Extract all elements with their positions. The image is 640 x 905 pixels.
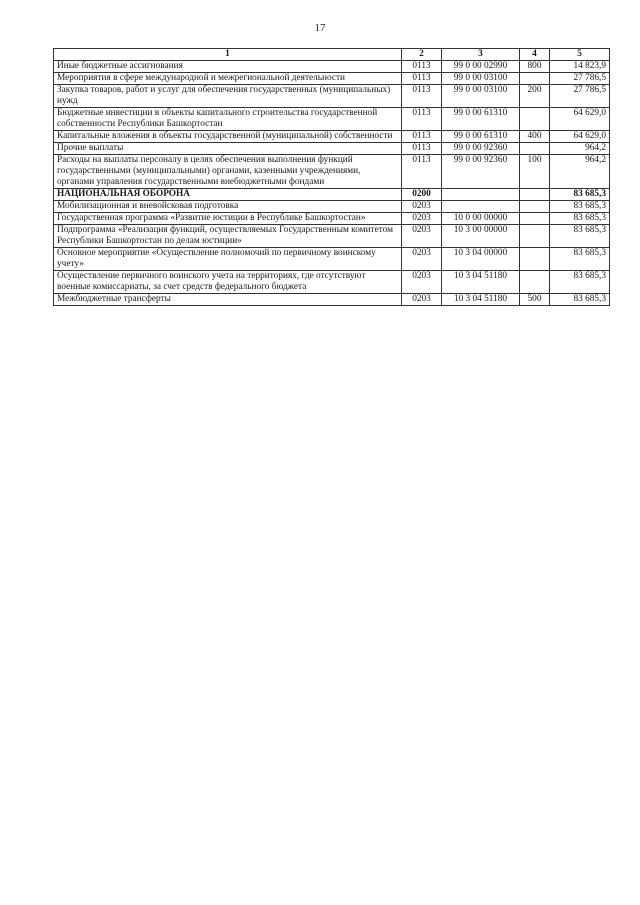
row-sum-cell: 64 629,0 xyxy=(550,108,610,131)
row-name-cell: Подпрограмма «Реализация функций, осуществляемых Государственным комитетом Республики Башкортостан по делам юстиции» xyxy=(54,225,402,248)
row-vr-cell xyxy=(520,225,550,248)
table-row xyxy=(54,201,610,213)
row-vr-cell xyxy=(520,248,550,271)
row-name-cell: Прочие выплаты xyxy=(54,143,402,155)
row-vr-cell xyxy=(520,143,550,155)
row-name-cell: Мобилизационная и вневойсковая подготовка xyxy=(54,201,402,213)
table-row xyxy=(54,85,610,108)
row-sum-cell: 83 685,3 xyxy=(550,201,610,213)
row-code-cell: 0203 xyxy=(402,225,442,248)
row-vr-cell: 200 xyxy=(520,85,550,108)
column-header-3: 3 xyxy=(442,49,520,61)
budget-table xyxy=(53,48,610,306)
table-row xyxy=(54,189,610,201)
row-csr-cell: 10 3 00 00000 xyxy=(442,225,520,248)
row-csr-cell xyxy=(442,189,520,201)
row-csr-cell: 99 0 00 02990 xyxy=(442,61,520,73)
row-csr-cell: 99 0 00 92360 xyxy=(442,155,520,189)
row-name-cell: Межбюджетные трансферты xyxy=(54,294,402,306)
table-row xyxy=(54,108,610,131)
row-code-cell: 0203 xyxy=(402,213,442,225)
row-sum-cell: 83 685,3 xyxy=(550,271,610,294)
row-code-cell: 0200 xyxy=(402,189,442,201)
row-csr-cell: 99 0 00 61310 xyxy=(442,131,520,143)
row-sum-cell: 83 685,3 xyxy=(550,225,610,248)
row-csr-cell: 10 3 04 00000 xyxy=(442,248,520,271)
table-row xyxy=(54,213,610,225)
row-csr-cell: 10 3 04 51180 xyxy=(442,271,520,294)
row-name-cell: Мероприятия в сфере международной и межрегиональной деятельности xyxy=(54,73,402,85)
row-sum-cell: 964,2 xyxy=(550,155,610,189)
table-row xyxy=(54,294,610,306)
row-sum-cell: 64 629,0 xyxy=(550,131,610,143)
row-code-cell: 0113 xyxy=(402,155,442,189)
row-name-cell: Расходы на выплаты персоналу в целях обеспечения выполнения функций государственными (муниципальными) органами, казенными учреждениями, органами управления государственными внебюджетными фондами xyxy=(54,155,402,189)
row-name-cell: Капитальные вложения в объекты государственной (муниципальной) собственности xyxy=(54,131,402,143)
row-csr-cell: 99 0 00 61310 xyxy=(442,108,520,131)
row-sum-cell: 27 786,5 xyxy=(550,73,610,85)
row-sum-cell: 83 685,3 xyxy=(550,294,610,306)
row-code-cell: 0203 xyxy=(402,294,442,306)
table-row xyxy=(54,131,610,143)
row-sum-cell: 83 685,3 xyxy=(550,189,610,201)
row-vr-cell: 100 xyxy=(520,155,550,189)
row-vr-cell: 800 xyxy=(520,61,550,73)
column-header-5: 5 xyxy=(550,49,610,61)
row-csr-cell: 99 0 00 03100 xyxy=(442,85,520,108)
row-vr-cell xyxy=(520,201,550,213)
row-csr-cell: 10 3 04 51180 xyxy=(442,294,520,306)
row-code-cell: 0113 xyxy=(402,143,442,155)
row-sum-cell: 83 685,3 xyxy=(550,213,610,225)
table-row xyxy=(54,73,610,85)
table-row xyxy=(54,143,610,155)
row-code-cell: 0203 xyxy=(402,271,442,294)
row-csr-cell: 99 0 00 92360 xyxy=(442,143,520,155)
row-vr-cell xyxy=(520,271,550,294)
table-row xyxy=(54,61,610,73)
row-name-cell: Осуществление первичного воинского учета на территориях, где отсутствуют военные комиссариаты, за счет средств федерального бюджета xyxy=(54,271,402,294)
row-vr-cell xyxy=(520,213,550,225)
row-sum-cell: 14 823,9 xyxy=(550,61,610,73)
row-name-cell: Закупка товаров, работ и услуг для обеспечения государственных (муниципальных) нужд xyxy=(54,85,402,108)
row-vr-cell: 500 xyxy=(520,294,550,306)
row-code-cell: 0113 xyxy=(402,85,442,108)
row-vr-cell xyxy=(520,73,550,85)
row-csr-cell xyxy=(442,201,520,213)
row-vr-cell xyxy=(520,189,550,201)
row-sum-cell: 83 685,3 xyxy=(550,248,610,271)
table-body xyxy=(54,61,610,306)
column-header-4: 4 xyxy=(520,49,550,61)
row-sum-cell: 27 786,5 xyxy=(550,85,610,108)
row-code-cell: 0113 xyxy=(402,108,442,131)
row-name-cell: Иные бюджетные ассигнования xyxy=(54,61,402,73)
row-csr-cell: 99 0 00 03100 xyxy=(442,73,520,85)
table-row xyxy=(54,271,610,294)
table-header-row xyxy=(54,49,610,61)
row-name-cell: Бюджетные инвестиции в объекты капитального строительства государственной собственности Республики Башкортостан xyxy=(54,108,402,131)
row-code-cell: 0113 xyxy=(402,131,442,143)
row-code-cell: 0203 xyxy=(402,201,442,213)
row-vr-cell: 400 xyxy=(520,131,550,143)
table-row xyxy=(54,225,610,248)
page-number: 17 xyxy=(314,22,326,34)
row-csr-cell: 10 0 00 00000 xyxy=(442,213,520,225)
column-header-2: 2 xyxy=(402,49,442,61)
row-code-cell: 0113 xyxy=(402,61,442,73)
row-code-cell: 0203 xyxy=(402,248,442,271)
table-row xyxy=(54,155,610,189)
row-code-cell: 0113 xyxy=(402,73,442,85)
table-row xyxy=(54,248,610,271)
row-sum-cell: 964,2 xyxy=(550,143,610,155)
column-header-1: 1 xyxy=(54,49,402,61)
row-name-cell: Государственная программа «Развитие юстиции в Республике Башкортостан» xyxy=(54,213,402,225)
row-name-cell: Основное мероприятие «Осуществление полномочий по первичному воинскому учету» xyxy=(54,248,402,271)
row-vr-cell xyxy=(520,108,550,131)
row-name-cell: НАЦИОНАЛЬНАЯ ОБОРОНА xyxy=(54,189,402,201)
